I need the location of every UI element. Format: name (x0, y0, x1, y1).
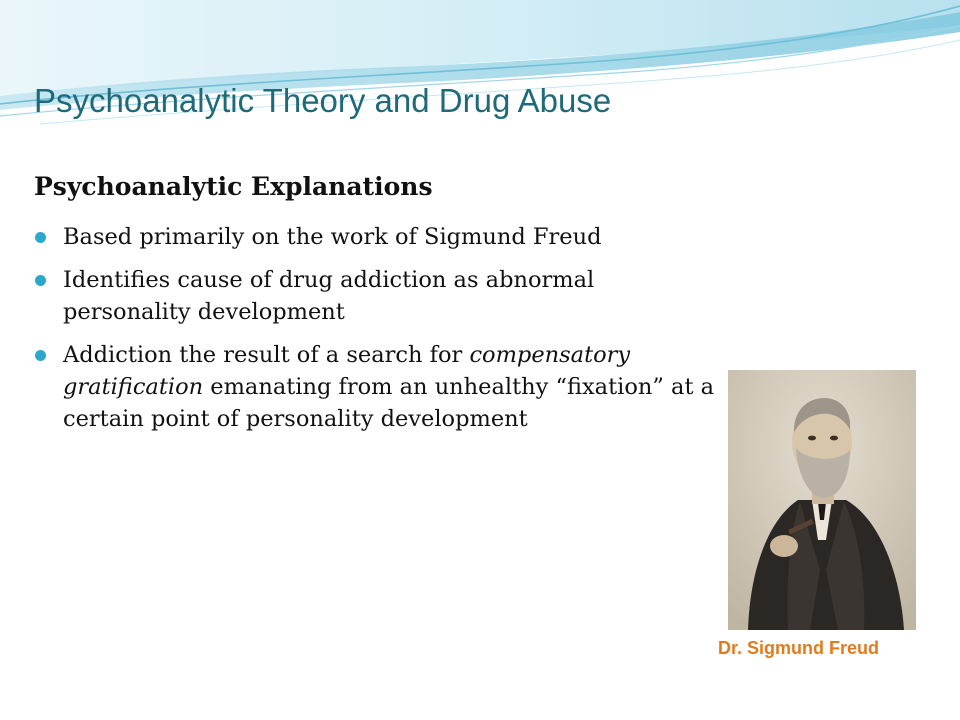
freud-portrait-photo (728, 370, 916, 630)
bullet-icon (35, 232, 46, 243)
slide-title: Psychoanalytic Theory and Drug Abuse (34, 82, 612, 119)
bullet-text-before: Addiction the result of a search for (63, 342, 470, 368)
bullet-item (34, 339, 724, 435)
bullet-text: Based primarily on the work of Sigmund Freud (63, 224, 602, 250)
portrait-caption: Dr. Sigmund Freud (718, 638, 880, 658)
bullet-text-italic: compensatory gratification (63, 342, 631, 400)
bullet-item (34, 264, 724, 328)
section-subtitle: Psychoanalytic Explanations (34, 172, 433, 201)
portrait-illustration (728, 370, 916, 630)
bullet-item (34, 221, 724, 253)
bullet-text-after: emanating from an unhealthy “fixation” at a certain point of personality development (63, 374, 715, 432)
bullet-icon (35, 275, 46, 286)
bullet-list (34, 221, 724, 446)
bullet-text: Identifies cause of drug addiction as abnormal personality development (63, 267, 595, 325)
bullet-icon (35, 350, 46, 361)
